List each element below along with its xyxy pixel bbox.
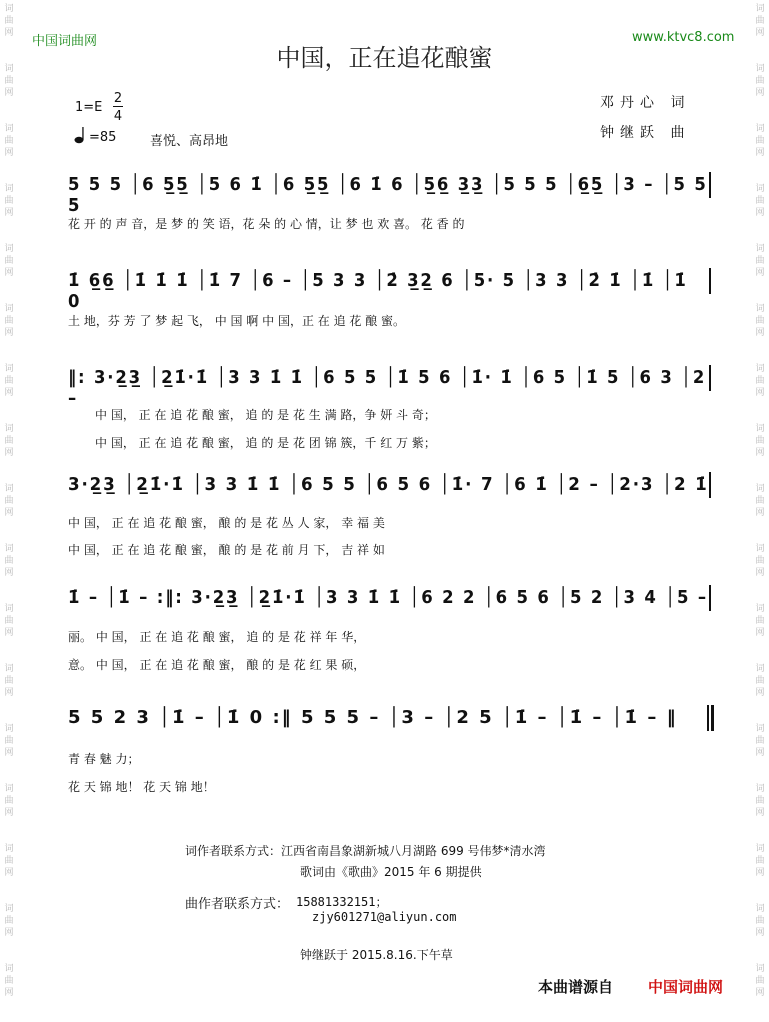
watermark-glyph: 词 bbox=[755, 64, 765, 74]
footer-brand-link[interactable]: 中国词曲网 bbox=[648, 978, 724, 996]
watermark-glyph: 曲 bbox=[755, 136, 765, 146]
watermark-glyph: 词 bbox=[4, 64, 14, 74]
notation-row bbox=[0, 705, 769, 745]
lyric-line: 花 天 锦 地！ 花 天 锦 地！ bbox=[68, 780, 215, 794]
footer-source-label: 本曲谱源自 bbox=[538, 978, 614, 996]
watermark-glyph: 词 bbox=[755, 544, 765, 554]
jianpu-notes: ‖: 3·2̲3̲ │2̲1̇·1̇ │3 3 1̇ 1̇ │6 5 5 │1̇ 5 6 │1̇· 1̇ │6 5 │1̇ 5 │6 3 │2 – bbox=[68, 367, 707, 409]
mood-marking: 喜悦、高昂地 bbox=[150, 134, 229, 149]
composer-contact-label: 曲作者联系方式： bbox=[185, 897, 290, 912]
watermark-glyph: 曲 bbox=[755, 856, 765, 866]
watermark-glyph: 网 bbox=[755, 868, 765, 878]
watermark-glyph: 网 bbox=[4, 508, 14, 518]
composer-credit: 钟继跃 曲 bbox=[600, 125, 691, 141]
watermark-glyph: 词 bbox=[755, 244, 765, 254]
notation-row bbox=[0, 365, 769, 409]
watermark-glyph: 曲 bbox=[755, 736, 765, 746]
watermark-glyph: 曲 bbox=[4, 556, 14, 566]
watermark-glyph: 词 bbox=[4, 4, 14, 14]
watermark-glyph: 曲 bbox=[4, 856, 14, 866]
watermark-glyph: 词 bbox=[755, 724, 765, 734]
watermark-glyph: 曲 bbox=[4, 16, 14, 26]
tempo-marking: =85 bbox=[89, 130, 117, 145]
watermark-glyph: 词 bbox=[4, 244, 14, 254]
watermark-glyph: 网 bbox=[4, 28, 14, 38]
jianpu-notes: 5 5 2 3 │1̇ – │1̇ 0 :‖ 5 5 5 – │3 – │2 5 │1̇ – │1̇ – │1̇ – ‖ bbox=[68, 707, 678, 728]
watermark-glyph: 曲 bbox=[4, 316, 14, 326]
site-name-link[interactable]: 中国词曲网 bbox=[32, 34, 98, 49]
composer-email[interactable]: zjy601271@aliyun.com bbox=[312, 910, 457, 924]
notation-row bbox=[0, 472, 769, 512]
lyric-line: 花 开 的 声 音，是 梦 的 笑 语，花 朵 的 心 情，让 梦 也 欢 喜。 花 香 的 bbox=[68, 217, 465, 231]
watermark-glyph: 网 bbox=[755, 928, 765, 938]
watermark-glyph: 曲 bbox=[4, 76, 14, 86]
watermark-glyph: 词 bbox=[755, 124, 765, 134]
watermark-glyph: 网 bbox=[755, 628, 765, 638]
watermark-glyph: 网 bbox=[755, 748, 765, 758]
watermark-glyph: 词 bbox=[4, 304, 14, 314]
watermark-glyph: 曲 bbox=[755, 976, 765, 986]
watermark-glyph: 词 bbox=[4, 424, 14, 434]
watermark-glyph: 曲 bbox=[4, 376, 14, 386]
watermark-glyph: 词 bbox=[4, 904, 14, 914]
notation-row bbox=[0, 268, 769, 312]
lyric-line: 中 国， 正 在 追 花 酿 蜜， 酿 的 是 花 前 月 下， 吉 祥 如 bbox=[68, 543, 385, 557]
watermark-glyph: 词 bbox=[4, 784, 14, 794]
watermark-glyph: 词 bbox=[755, 664, 765, 674]
watermark-glyph: 网 bbox=[755, 328, 765, 338]
composer-phone: 15881332151； bbox=[296, 895, 388, 909]
jianpu-notes: 1̇ 6̲6̲ │1̇ 1̇ 1̇ │1̇ 7 │6 – │5 3 3 │2̇ 3̲2̲ 6 │5· 5 │3 3 │2̇ 1̇ │1̇ │1̇ 0 bbox=[68, 270, 688, 312]
jianpu-notes: 5 5 5 │6 5̲5̲ │5 6 1̇ │6 5̲5̲ │6 1̇ 6 │5̲6̲ 3̲3̲ │5 5 5 │6̲5̲ │3 – │5 5 5 bbox=[68, 174, 708, 216]
watermark-glyph: 词 bbox=[755, 364, 765, 374]
key-signature: 1=E bbox=[75, 100, 103, 115]
lyricist-credit: 邓丹心 词 bbox=[600, 95, 691, 111]
watermark-glyph: 网 bbox=[755, 808, 765, 818]
watermark-glyph: 词 bbox=[4, 604, 14, 614]
watermark-glyph: 曲 bbox=[755, 916, 765, 926]
watermark-glyph: 网 bbox=[755, 508, 765, 518]
lyric-line: 青 春 魅 力； bbox=[68, 752, 140, 766]
barline bbox=[709, 585, 711, 611]
watermark-glyph: 曲 bbox=[755, 676, 765, 686]
watermark-glyph: 曲 bbox=[4, 616, 14, 626]
time-sig-bottom: 4 bbox=[113, 109, 123, 124]
watermark-glyph: 曲 bbox=[4, 736, 14, 746]
watermark-glyph: 网 bbox=[4, 328, 14, 338]
lyric-line: 中 国， 正 在 追 花 酿 蜜， 追 的 是 花 生 满 路，争 妍 斗 奇； bbox=[95, 408, 436, 422]
watermark-glyph: 网 bbox=[4, 628, 14, 638]
watermark-glyph: 网 bbox=[755, 28, 765, 38]
watermark-glyph: 网 bbox=[755, 208, 765, 218]
final-barline bbox=[711, 705, 714, 731]
watermark-glyph: 曲 bbox=[4, 496, 14, 506]
watermark-glyph: 曲 bbox=[755, 796, 765, 806]
watermark-glyph: 曲 bbox=[755, 76, 765, 86]
lyric-line: 土 地，芬 芳 了 梦 起 飞， 中 国 啊 中 国，正 在 追 花 酿 蜜。 bbox=[68, 314, 406, 328]
watermark-glyph: 词 bbox=[755, 304, 765, 314]
lyricist-contact: 词作者联系方式：江西省南昌象湖新城八月湖路 699 号伟梦*清水湾 bbox=[185, 844, 546, 858]
watermark-glyph: 曲 bbox=[4, 136, 14, 146]
barline bbox=[709, 172, 711, 198]
watermark-glyph: 曲 bbox=[755, 436, 765, 446]
watermark-glyph: 词 bbox=[4, 184, 14, 194]
watermark-glyph: 曲 bbox=[755, 376, 765, 386]
watermark-glyph: 网 bbox=[4, 88, 14, 98]
watermark-glyph: 曲 bbox=[755, 256, 765, 266]
quarter-note-icon bbox=[74, 126, 88, 144]
watermark-glyph: 词 bbox=[755, 964, 765, 974]
site-url-link[interactable]: www.ktvc8.com bbox=[632, 30, 735, 45]
watermark-glyph: 词 bbox=[755, 484, 765, 494]
lyric-line: 中 国， 正 在 追 花 酿 蜜， 酿 的 是 花 丛 人 家， 幸 福 美 bbox=[68, 516, 385, 530]
watermark-glyph: 网 bbox=[755, 148, 765, 158]
watermark-glyph: 网 bbox=[4, 568, 14, 578]
watermark-glyph: 网 bbox=[755, 88, 765, 98]
watermark-glyph: 词 bbox=[755, 424, 765, 434]
watermark-glyph: 网 bbox=[4, 988, 14, 998]
watermark-glyph: 词 bbox=[755, 604, 765, 614]
watermark-glyph: 网 bbox=[755, 568, 765, 578]
watermark-glyph: 曲 bbox=[4, 916, 14, 926]
barline bbox=[709, 365, 711, 391]
watermark-glyph: 网 bbox=[4, 748, 14, 758]
watermark-glyph: 词 bbox=[4, 844, 14, 854]
lyric-line: 丽。 中 国， 正 在 追 花 酿 蜜， 追 的 是 花 祥 年 华， bbox=[68, 630, 366, 644]
jianpu-notes: 1̇ – │1̇ – :‖: 3·2̲3̲ │2̲1̇·1̇ │3 3 1̇ 1̇ │6 2 2 │6 5 6 │5 2 │3 4 │5 – bbox=[68, 587, 709, 608]
watermark-glyph: 词 bbox=[4, 484, 14, 494]
watermark-glyph: 曲 bbox=[4, 976, 14, 986]
watermark-glyph: 词 bbox=[4, 124, 14, 134]
lyric-line: 中 国， 正 在 追 花 酿 蜜， 追 的 是 花 团 锦 簇，千 红 万 紫； bbox=[95, 436, 436, 450]
lyric-line: 意。 中 国， 正 在 追 花 酿 蜜， 酿 的 是 花 红 果 硕， bbox=[68, 658, 366, 672]
watermark-glyph: 曲 bbox=[4, 676, 14, 686]
watermark-glyph: 词 bbox=[4, 544, 14, 554]
watermark-glyph: 曲 bbox=[4, 796, 14, 806]
barline bbox=[707, 705, 709, 731]
draft-note: 钟继跃于 2015.8.16.下午草 bbox=[300, 948, 453, 962]
jianpu-notes: 3·2̲3̲ │2̲1̇·1̇ │3 3 1̇ 1̇ │6 5 5 │6 5 6 │1̇· 7 │6 1̇ │2 – │2·3 │2 1̇ bbox=[68, 474, 709, 495]
watermark-glyph: 网 bbox=[755, 448, 765, 458]
watermark-glyph: 词 bbox=[4, 964, 14, 974]
watermark-glyph: 词 bbox=[4, 664, 14, 674]
watermark-glyph: 词 bbox=[755, 784, 765, 794]
watermark-glyph: 词 bbox=[4, 364, 14, 374]
watermark-glyph: 词 bbox=[755, 4, 765, 14]
barline bbox=[709, 268, 711, 294]
watermark-glyph: 网 bbox=[4, 688, 14, 698]
watermark-glyph: 网 bbox=[4, 928, 14, 938]
watermark-glyph: 曲 bbox=[755, 556, 765, 566]
watermark-glyph: 曲 bbox=[755, 16, 765, 26]
watermark-glyph: 曲 bbox=[755, 196, 765, 206]
song-title: 中国，正在追花酿蜜 bbox=[276, 44, 493, 72]
watermark-glyph: 网 bbox=[4, 388, 14, 398]
watermark-glyph: 词 bbox=[755, 904, 765, 914]
watermark-glyph: 网 bbox=[4, 448, 14, 458]
watermark-glyph: 曲 bbox=[4, 196, 14, 206]
watermark-glyph: 网 bbox=[755, 388, 765, 398]
time-sig-bar bbox=[113, 106, 123, 107]
watermark-glyph: 网 bbox=[755, 268, 765, 278]
watermark-glyph: 曲 bbox=[755, 496, 765, 506]
watermark-glyph: 网 bbox=[4, 868, 14, 878]
watermark-glyph: 词 bbox=[755, 844, 765, 854]
watermark-glyph: 曲 bbox=[755, 616, 765, 626]
watermark-glyph: 网 bbox=[4, 808, 14, 818]
watermark-glyph: 曲 bbox=[4, 256, 14, 266]
watermark-glyph: 网 bbox=[4, 148, 14, 158]
watermark-glyph: 词 bbox=[755, 184, 765, 194]
notation-row bbox=[0, 585, 769, 625]
watermark-glyph: 网 bbox=[755, 988, 765, 998]
watermark-glyph: 网 bbox=[4, 208, 14, 218]
lyrics-source: 歌词由《歌曲》2015 年 6 期提供 bbox=[300, 865, 482, 879]
watermark-glyph: 曲 bbox=[4, 436, 14, 446]
notation-row bbox=[0, 172, 769, 216]
time-sig-top: 2 bbox=[113, 91, 123, 106]
watermark-glyph: 网 bbox=[755, 688, 765, 698]
watermark-glyph: 词 bbox=[4, 724, 14, 734]
watermark-glyph: 曲 bbox=[755, 316, 765, 326]
barline bbox=[709, 472, 711, 498]
watermark-glyph: 网 bbox=[4, 268, 14, 278]
